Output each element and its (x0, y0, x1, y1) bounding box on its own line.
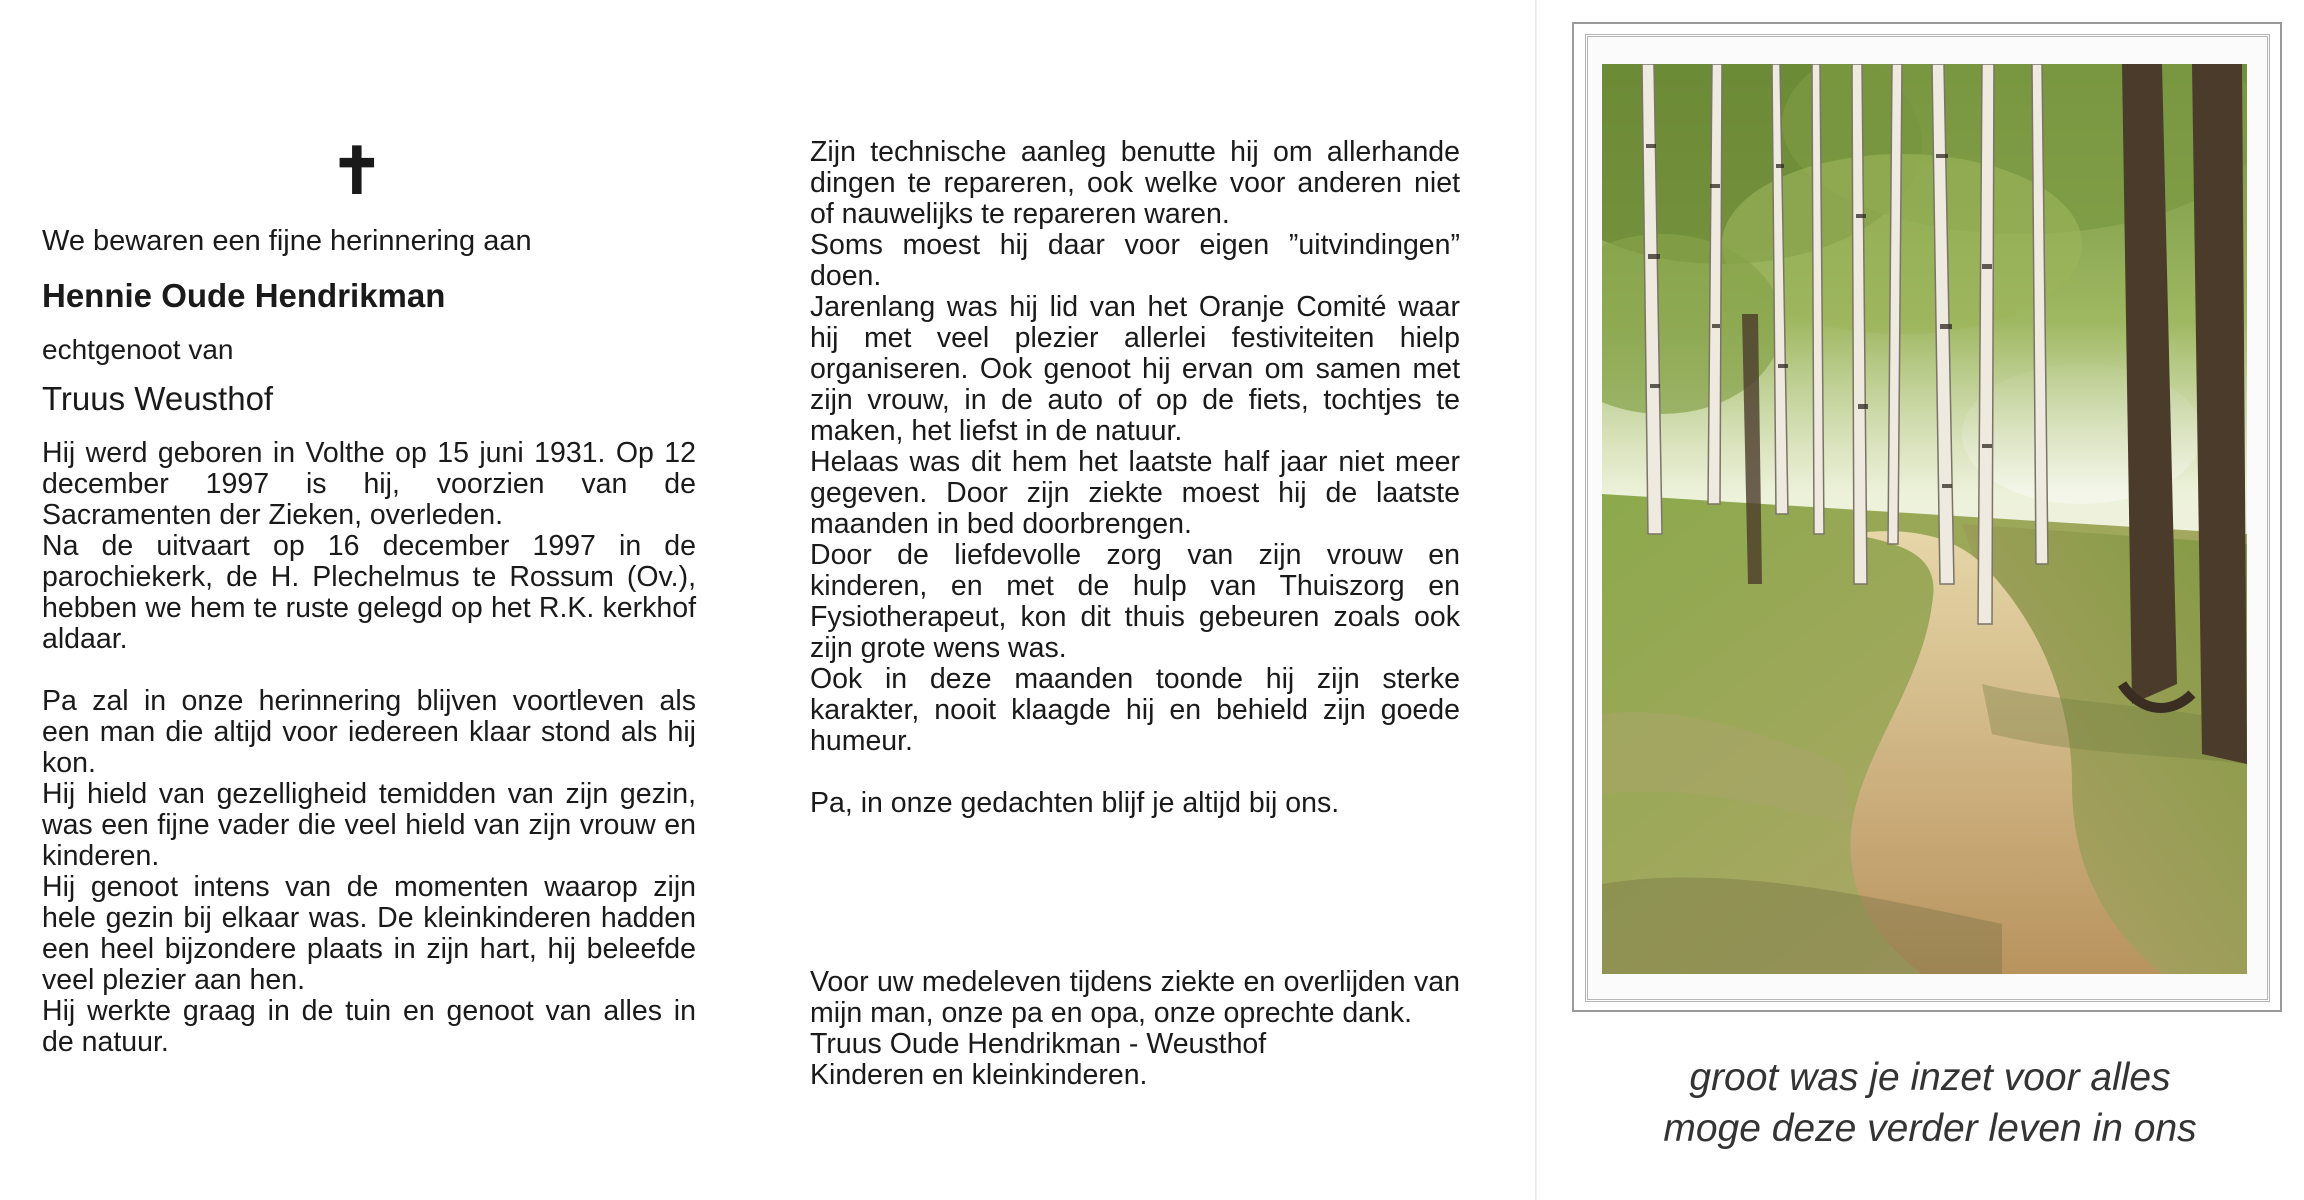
caption-line-1: groot was je inzet voor alles (1689, 1056, 2171, 1099)
bio-paragraph-memory: Pa zal in onze herinnering blijven voortleven als een man die altijd voor iedereen klaar stond als hij kon. (42, 685, 696, 779)
bio-paragraph-committee: Jarenlang was hij lid van het Oranje Comité waar hij met veel plezier allerlei festiviteiten hielp organiseren. Ook genoot hij ervan om samen met zijn vrouw, in de auto of op de fiets, tochtjes te maken, het liefst in de natuur. (810, 291, 1460, 447)
bio-paragraph-technical: Zijn technische aanleg benutte hij om allerhande dingen te repareren, ook welke voor anderen niet of nauwelijks te repareren waren. (810, 136, 1460, 230)
cross-icon: ✝ (330, 134, 384, 209)
signature-family-name: Truus Oude Hendrikman - Weusthof (810, 1028, 1267, 1060)
bio-paragraph-funeral: Na de uitvaart op 16 december 1997 in de parochiekerk, de H. Plechelmus te Rossum (Ov.), hebben we hem te ruste gelegd op het R.K. kerkhof aldaar. (42, 530, 696, 655)
card-fold-divider (1535, 0, 1537, 1200)
photo-caption (1560, 1052, 2300, 1154)
bio-paragraph-grandchildren: Hij genoot intens van de momenten waarop zijn hele gezin bij elkaar was. De kleinkinderen hadden een heel bijzondere plaats in zijn hart, hij beleefde veel plezier aan hen. (42, 871, 696, 996)
birch-forest-illustration (1602, 64, 2247, 974)
signature-relatives: Kinderen en kleinkinderen. (810, 1059, 1148, 1091)
bio-paragraph-illness: Helaas was dit hem het laatste half jaar niet meer gegeven. Door zijn ziekte moest hij de laatste maanden in bed doorbrengen. (810, 446, 1460, 540)
deceased-name: Hennie Oude Hendrikman (42, 277, 446, 314)
left-column (42, 134, 696, 1058)
spouse-of-label: echtgenoot van (42, 334, 234, 365)
thanks-paragraph: Voor uw medeleven tijdens ziekte en overlijden van mijn man, onze pa en opa, onze oprechte dank. (810, 966, 1460, 1029)
spouse-name: Truus Weusthof (42, 380, 274, 417)
bio-paragraph-birth: Hij werd geboren in Volthe op 15 juni 1931. Op 12 december 1997 is hij, voorzien van de Sacramenten der Zieken, overleden. (42, 437, 696, 531)
caption-line-2: moge deze verder leven in ons (1663, 1107, 2197, 1150)
forest-path-photo (1602, 64, 2247, 974)
middle-column (810, 137, 1460, 1091)
bio-paragraph-inventions: Soms moest hij daar voor eigen ”uitvindingen” doen. (810, 229, 1460, 292)
bio-paragraph-garden: Hij werkte graag in de tuin en genoot van alles in de natuur. (42, 995, 696, 1058)
bio-paragraph-family: Hij hield van gezelligheid temidden van zijn gezin, was een fijne vader die veel hield van zijn vrouw en kinderen. (42, 778, 696, 872)
bio-paragraph-care: Door de liefdevolle zorg van zijn vrouw en kinderen, en met de hulp van Thuiszorg en Fysiotherapeut, kon dit thuis gebeuren zoals ook zijn grote wens was. (810, 539, 1460, 664)
bio-paragraph-character: Ook in deze maanden toonde hij zijn sterke karakter, nooit klaagde hij en behield zijn goede humeur. (810, 663, 1460, 757)
intro-text: We bewaren een fijne herinnering aan (42, 225, 532, 257)
farewell-line: Pa, in onze gedachten blijf je altijd bij ons. (810, 787, 1340, 819)
